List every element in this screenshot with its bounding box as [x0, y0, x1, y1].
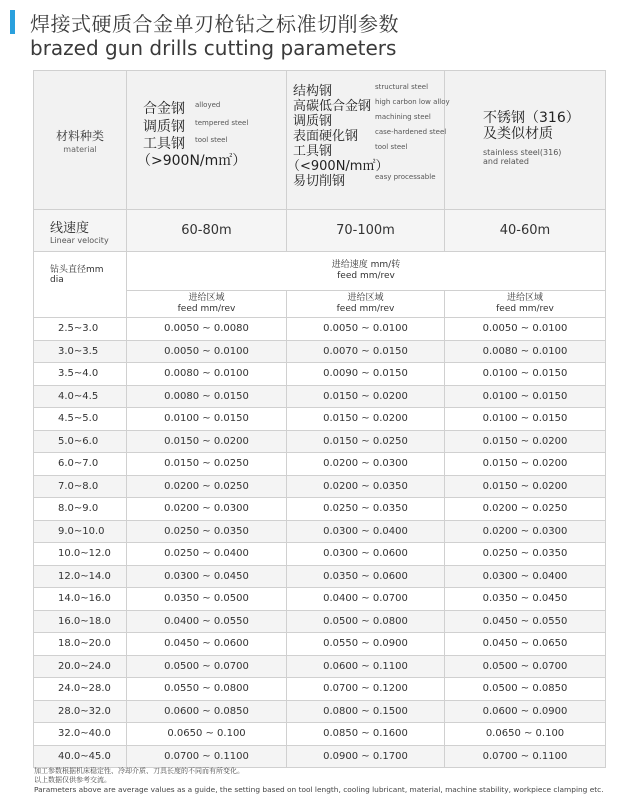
- feed-zone-cn: 进给区域: [506, 292, 543, 303]
- cell-feed-col1: 0.0080 ~ 0.0100: [127, 363, 287, 386]
- cell-feed-col3: 0.0500 ~ 0.0700: [445, 655, 606, 678]
- linear-velocity-col2: 70-100m: [287, 210, 445, 252]
- cell-feed-col3: 0.0450 ~ 0.0550: [445, 610, 606, 633]
- mat2-line3-en: machining steel: [375, 113, 431, 121]
- cell-feed-col1: 0.0400 ~ 0.0550: [127, 610, 287, 633]
- material-col3: [445, 71, 606, 210]
- cell-feed-col2: 0.0070 ~ 0.0150: [287, 340, 445, 363]
- cell-drill-dia: 10.0~12.0: [34, 543, 127, 566]
- table-row: [34, 678, 606, 701]
- cell-feed-col3: 0.0200 ~ 0.0300: [445, 520, 606, 543]
- cell-drill-dia: 20.0~24.0: [34, 655, 127, 678]
- mat1-strength: （>900N/m㎡）: [137, 153, 247, 169]
- table-row: [34, 385, 606, 408]
- cell-feed-col3: 0.0150 ~ 0.0200: [445, 475, 606, 498]
- feed-speed-header-row: [34, 252, 606, 291]
- feed-speed-header-cn: 进给速度 mm/转: [331, 259, 401, 270]
- cell-drill-dia: 12.0~14.0: [34, 565, 127, 588]
- cell-feed-col3: 0.0100 ~ 0.0150: [445, 408, 606, 431]
- cell-drill-dia: 5.0~6.0: [34, 430, 127, 453]
- cell-feed-col1: 0.0200 ~ 0.0300: [127, 498, 287, 521]
- cell-feed-col2: 0.0850 ~ 0.1600: [287, 723, 445, 746]
- cell-feed-col1: 0.0100 ~ 0.0150: [127, 408, 287, 431]
- cell-drill-dia: 4.5~5.0: [34, 408, 127, 431]
- mat3-cn: 不锈钢（316）: [483, 110, 580, 126]
- cell-feed-col3: 0.0500 ~ 0.0850: [445, 678, 606, 701]
- feed-zone-en: feed mm/rev: [496, 303, 554, 314]
- cell-feed-col3: 0.0150 ~ 0.0200: [445, 453, 606, 476]
- cell-feed-col1: 0.0600 ~ 0.0850: [127, 700, 287, 723]
- mat1-line3-en: tool steel: [195, 136, 228, 144]
- cell-feed-col2: 0.0150 ~ 0.0200: [287, 385, 445, 408]
- table-row: [34, 318, 606, 341]
- cell-feed-col1: 0.0450 ~ 0.0600: [127, 633, 287, 656]
- drill-dia-header-en: dia: [50, 275, 64, 285]
- cell-feed-col2: 0.0900 ~ 0.1700: [287, 745, 445, 768]
- mat2-line4-en: case-hardened steel: [375, 128, 447, 136]
- cell-drill-dia: 3.5~4.0: [34, 363, 127, 386]
- table-row: [34, 363, 606, 386]
- feed-zone-cn: 进给区域: [188, 292, 225, 303]
- material-label-cell: [34, 71, 127, 210]
- cell-feed-col2: 0.0500 ~ 0.0800: [287, 610, 445, 633]
- cell-feed-col2: 0.0550 ~ 0.0900: [287, 633, 445, 656]
- cell-feed-col2: 0.0300 ~ 0.0400: [287, 520, 445, 543]
- cell-feed-col1: 0.0250 ~ 0.0400: [127, 543, 287, 566]
- mat1-line1-en: alloyed: [195, 101, 221, 109]
- cell-feed-col2: 0.0600 ~ 0.1100: [287, 655, 445, 678]
- table-row: [34, 430, 606, 453]
- cell-feed-col3: 0.0200 ~ 0.0250: [445, 498, 606, 521]
- cell-drill-dia: 28.0~32.0: [34, 700, 127, 723]
- cell-feed-col3: 0.0100 ~ 0.0150: [445, 363, 606, 386]
- linear-velocity-label-cn: 线速度: [50, 220, 90, 236]
- mat2-extra-cn: 易切削钢: [293, 174, 346, 189]
- page-header: [0, 0, 618, 68]
- drill-dia-header: [34, 252, 127, 318]
- linear-velocity-col1: 60-80m: [127, 210, 287, 252]
- cell-drill-dia: 32.0~40.0: [34, 723, 127, 746]
- linear-velocity-label: [34, 210, 127, 252]
- cell-drill-dia: 9.0~10.0: [34, 520, 127, 543]
- feed-zone-en: feed mm/rev: [177, 303, 236, 314]
- cell-drill-dia: 40.0~45.0: [34, 745, 127, 768]
- table-row: [34, 520, 606, 543]
- cell-feed-col1: 0.0150 ~ 0.0200: [127, 430, 287, 453]
- cell-feed-col2: 0.0200 ~ 0.0350: [287, 475, 445, 498]
- mat2-line1-cn: 结构钢: [293, 84, 333, 99]
- table-row: [34, 723, 606, 746]
- cell-feed-col1: 0.0050 ~ 0.0100: [127, 340, 287, 363]
- cell-drill-dia: 4.0~4.5: [34, 385, 127, 408]
- table-row: [34, 498, 606, 521]
- feed-speed-header-en: feed mm/rev: [337, 270, 395, 281]
- cell-feed-col1: 0.0650 ~ 0.100: [127, 723, 287, 746]
- cell-feed-col1: 0.0700 ~ 0.1100: [127, 745, 287, 768]
- cell-feed-col3: 0.0450 ~ 0.0650: [445, 633, 606, 656]
- material-col1: [127, 71, 287, 210]
- title-accent-bar: [10, 10, 15, 34]
- footer-note-en: Parameters above are average values as a guide, the setting based on tool length, cooling lubricant, material, machine stability, workpiece clamping etc.: [34, 785, 604, 794]
- cell-feed-col3: 0.0080 ~ 0.0100: [445, 340, 606, 363]
- feed-zone-header-col3: [445, 290, 606, 317]
- material-label-en: material: [63, 144, 97, 154]
- cell-drill-dia: 14.0~16.0: [34, 588, 127, 611]
- linear-velocity-label-en: Linear velocity: [50, 235, 109, 245]
- cell-feed-col3: 0.0650 ~ 0.100: [445, 723, 606, 746]
- mat2-line2-en: high carbon low alloy: [375, 98, 450, 106]
- page-title-en: brazed gun drills cutting parameters: [30, 36, 397, 60]
- table-row: [34, 565, 606, 588]
- cell-feed-col2: 0.0150 ~ 0.0250: [287, 430, 445, 453]
- table-row: [34, 655, 606, 678]
- table-row: [34, 633, 606, 656]
- cell-feed-col2: 0.0800 ~ 0.1500: [287, 700, 445, 723]
- table-row: [34, 745, 606, 768]
- cell-drill-dia: 6.0~7.0: [34, 453, 127, 476]
- cell-feed-col3: 0.0700 ~ 0.1100: [445, 745, 606, 768]
- cell-feed-col2: 0.0350 ~ 0.0600: [287, 565, 445, 588]
- mat2-line2-cn: 高碳低合金钢: [293, 99, 372, 114]
- cell-feed-col2: 0.0090 ~ 0.0150: [287, 363, 445, 386]
- mat1-line1-cn: 合金钢: [143, 101, 185, 117]
- table-row: [34, 543, 606, 566]
- drill-dia-header-cn: 钻头直径mm: [50, 265, 104, 275]
- cell-feed-col3: 0.0600 ~ 0.0900: [445, 700, 606, 723]
- cell-feed-col1: 0.0080 ~ 0.0150: [127, 385, 287, 408]
- feed-zone-header-col2: [287, 290, 445, 317]
- cell-feed-col1: 0.0200 ~ 0.0250: [127, 475, 287, 498]
- linear-velocity-col3: 40-60m: [445, 210, 606, 252]
- cell-feed-col2: 0.0400 ~ 0.0700: [287, 588, 445, 611]
- cell-feed-col3: 0.0100 ~ 0.0150: [445, 385, 606, 408]
- cell-feed-col2: 0.0700 ~ 0.1200: [287, 678, 445, 701]
- cell-drill-dia: 3.0~3.5: [34, 340, 127, 363]
- material-col2: [287, 71, 450, 210]
- mat2-extra-en: easy processable: [375, 173, 436, 181]
- cell-feed-col2: 0.0250 ~ 0.0350: [287, 498, 445, 521]
- mat2-strength: （<900N/m㎡）: [287, 159, 389, 174]
- cell-drill-dia: 7.0~8.0: [34, 475, 127, 498]
- footer-notes: [34, 767, 614, 794]
- cell-feed-col2: 0.0150 ~ 0.0200: [287, 408, 445, 431]
- feed-zone-cn: 进给区域: [347, 292, 384, 303]
- cell-feed-col2: 0.0200 ~ 0.0300: [287, 453, 445, 476]
- mat1-line3-cn: 工具钢: [143, 136, 185, 152]
- mat2-line3-cn: 调质钢: [293, 114, 333, 129]
- cell-feed-col1: 0.0550 ~ 0.0800: [127, 678, 287, 701]
- table-row: [34, 588, 606, 611]
- feed-speed-header: [127, 252, 606, 291]
- cell-drill-dia: 16.0~18.0: [34, 610, 127, 633]
- table-row: [34, 453, 606, 476]
- mat2-line1-en: structural steel: [375, 83, 429, 91]
- mat2-line5-cn: 工具钢: [293, 144, 333, 159]
- footer-note-cn-1: 加工参数根据机床稳定性、冷却介质、刀具长度的不同而有所变化。: [34, 767, 244, 775]
- linear-velocity-row: [34, 210, 606, 252]
- mat3-cn2: 及类似材质: [483, 126, 553, 142]
- page-title-cn: 焊接式硬质合金单刃枪钻之标准切削参数: [30, 12, 399, 36]
- mat3-en: stainless steel(316): [483, 148, 562, 157]
- cell-feed-col2: 0.0050 ~ 0.0100: [287, 318, 445, 341]
- cell-feed-col3: 0.0150 ~ 0.0200: [445, 430, 606, 453]
- cell-feed-col1: 0.0150 ~ 0.0250: [127, 453, 287, 476]
- cutting-parameters-table: [33, 70, 606, 768]
- table-row: [34, 475, 606, 498]
- footer-note-cn-2: 以上数据仅供参考交流。: [34, 776, 111, 784]
- cell-feed-col3: 0.0300 ~ 0.0400: [445, 565, 606, 588]
- cell-drill-dia: 24.0~28.0: [34, 678, 127, 701]
- cell-drill-dia: 18.0~20.0: [34, 633, 127, 656]
- feed-zone-en: feed mm/rev: [336, 303, 395, 314]
- cell-feed-col1: 0.0300 ~ 0.0450: [127, 565, 287, 588]
- material-header-row: [34, 71, 606, 210]
- cell-feed-col3: 0.0050 ~ 0.0100: [445, 318, 606, 341]
- cell-feed-col1: 0.0350 ~ 0.0500: [127, 588, 287, 611]
- cell-feed-col1: 0.0500 ~ 0.0700: [127, 655, 287, 678]
- cell-drill-dia: 2.5~3.0: [34, 318, 127, 341]
- mat1-line2-cn: 调质钢: [143, 119, 185, 135]
- material-label-cn: 材料种类: [55, 128, 104, 143]
- table-row: [34, 408, 606, 431]
- cell-drill-dia: 8.0~9.0: [34, 498, 127, 521]
- cell-feed-col1: 0.0250 ~ 0.0350: [127, 520, 287, 543]
- cell-feed-col3: 0.0350 ~ 0.0450: [445, 588, 606, 611]
- mat2-line5-en: tool steel: [375, 143, 408, 151]
- cell-feed-col1: 0.0050 ~ 0.0080: [127, 318, 287, 341]
- cell-feed-col2: 0.0300 ~ 0.0600: [287, 543, 445, 566]
- feed-zone-header-col1: [127, 290, 287, 317]
- table-row: [34, 340, 606, 363]
- table-row: [34, 610, 606, 633]
- cell-feed-col3: 0.0250 ~ 0.0350: [445, 543, 606, 566]
- mat1-line2-en: tempered steel: [195, 119, 249, 127]
- mat3-en2: and related: [483, 157, 529, 166]
- mat2-line4-cn: 表面硬化钢: [293, 129, 359, 144]
- table-row: [34, 700, 606, 723]
